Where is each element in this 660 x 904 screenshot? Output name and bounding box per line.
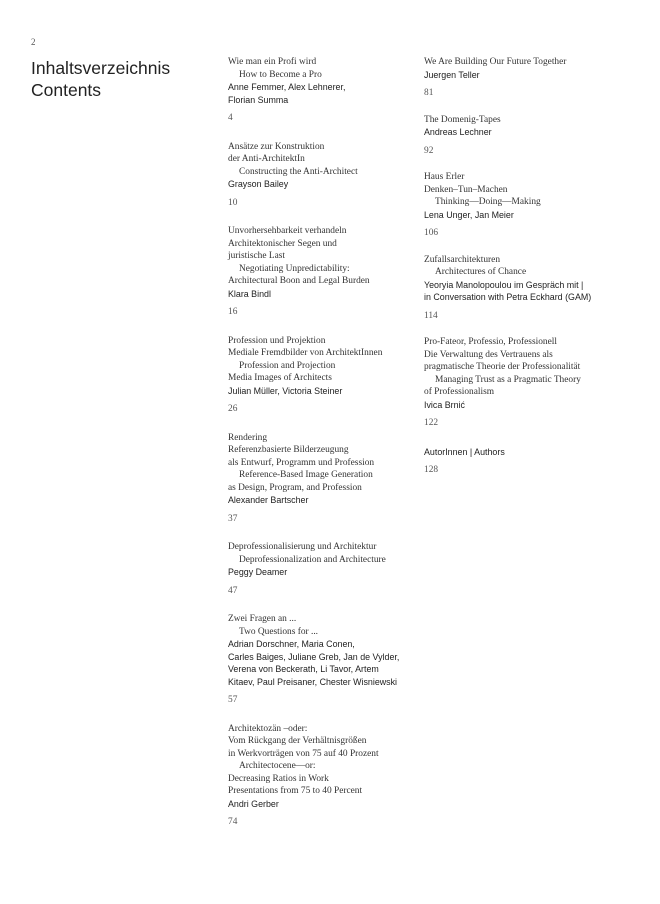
- entry-authors: Adrian Dorschner, Maria Conen, Carles Baiges, Juliane Greb, Jan de Vylder, Verena von Beckerath, Li Tavor, Artem Kitaev, Paul Preisaner, Chester Wisniewski: [228, 639, 400, 687]
- entry-page-number: 47: [228, 585, 238, 596]
- entry-page-number: 128: [424, 465, 439, 475]
- entry-page-number: 4: [228, 113, 233, 123]
- entry-title-german: Deprofessionalisierung und Architektur: [228, 542, 377, 552]
- entry-title-german: Pro-Fateor, Professio, Professionell Die Verwaltung des Vertrauens als pragmatische Theorie der Professionalität: [424, 337, 581, 372]
- entry-authors: Ivica Brnić: [424, 399, 465, 410]
- contents-column-left: [228, 56, 414, 845]
- entry-title-german: Zwei Fragen an ...: [228, 614, 297, 624]
- entry-page-number: 57: [228, 695, 238, 705]
- entry-page-number: 114: [424, 310, 438, 321]
- entry-page-number: 122: [424, 418, 439, 428]
- toc-entry[interactable]: [228, 723, 414, 829]
- title-english: Contents: [31, 80, 102, 100]
- entry-subtitle-english: Decreasing Ratios in Work Presentations from 75 to 40 Percent: [228, 773, 363, 796]
- entry-title-english: Two Questions for ...: [239, 626, 319, 637]
- entry-authors: Lena Unger, Jan Meier: [424, 209, 514, 220]
- contents-column-right: [424, 56, 624, 491]
- entry-authors: Peggy Deamer: [228, 567, 288, 577]
- entry-authors: AutorInnen | Authors: [424, 446, 505, 457]
- entry-title-english: How to Become a Pro: [239, 69, 322, 80]
- toc-entry[interactable]: [228, 541, 414, 597]
- entry-subtitle-english: as Design, Program, and Profession: [228, 482, 362, 493]
- page-title: [31, 57, 170, 101]
- entry-authors: Anne Femmer, Alex Lehnerer, Florian Summa: [228, 82, 346, 105]
- entry-title-english: Profession and Projection: [239, 360, 336, 371]
- entry-authors: Andri Gerber: [228, 798, 279, 809]
- toc-entry[interactable]: [228, 335, 414, 416]
- toc-entry[interactable]: [424, 254, 624, 323]
- entry-subtitle-english: of Professionalism: [424, 387, 495, 397]
- entry-page-number: 106: [424, 228, 439, 238]
- entry-title-german: Wie man ein Profi wird: [228, 57, 317, 67]
- entry-title-english: Thinking—Doing—Making: [435, 197, 541, 207]
- entry-authors: Andreas Lechner: [424, 127, 492, 137]
- entry-title-english: Deprofessionalization and Architecture: [239, 554, 386, 565]
- entry-title-english: Architectocene—or:: [239, 761, 316, 771]
- title-german: Inhaltsverzeichnis: [31, 58, 171, 78]
- entry-title-english: Negotiating Unpredictability:: [239, 263, 350, 274]
- page-number: 2: [31, 37, 36, 47]
- entry-title-german: Unvorhersehbarkeit verhandeln Architektonischer Segen und juristische Last: [228, 226, 347, 261]
- entry-authors: Julian Müller, Victoria Steiner: [228, 385, 343, 396]
- entry-title-german: We Are Building Our Future Together: [424, 57, 567, 67]
- toc-entry[interactable]: [228, 141, 414, 210]
- toc-entry[interactable]: [228, 56, 414, 125]
- entry-authors: Grayson Bailey: [228, 179, 289, 189]
- toc-entry[interactable]: [228, 613, 414, 707]
- entry-title-german: Rendering Referenzbasierte Bilderzeugung als Entwurf, Programm und Profession: [228, 432, 375, 468]
- entry-authors: Yeoryia Manolopoulou im Gespräch mit | in Conversation with Petra Eckhard (GAM): [424, 279, 592, 302]
- entry-authors: Alexander Bartscher: [228, 495, 309, 505]
- entry-title-german: Architektozän –oder: Vom Rückgang der Verhältnisgrößen in Werkvorträgen von 75 auf 40 Prozent: [228, 723, 379, 759]
- toc-entry[interactable]: [228, 225, 414, 319]
- entry-title-english: Constructing the Anti-Architect: [239, 166, 358, 177]
- entry-page-number: 26: [228, 404, 238, 414]
- toc-entry[interactable]: [424, 114, 624, 158]
- entry-title-english: Architectures of Chance: [435, 267, 527, 277]
- toc-entry[interactable]: [424, 336, 624, 430]
- entry-authors: Klara Bindl: [228, 288, 271, 299]
- toc-entry[interactable]: [424, 56, 624, 100]
- entry-page-number: 16: [228, 307, 238, 317]
- entry-subtitle-english: Architectural Boon and Legal Burden: [228, 276, 370, 286]
- entry-title-german: Zufallsarchitekturen: [424, 254, 501, 265]
- entry-title-german: Haus Erler Denken–Tun–Machen: [424, 172, 508, 195]
- entry-title-german: Ansätze zur Konstruktion der Anti-ArchitektIn: [228, 141, 325, 164]
- entry-page-number: 74: [228, 817, 238, 827]
- entry-authors: Juergen Teller: [424, 69, 480, 80]
- toc-entry[interactable]: [424, 446, 624, 477]
- entry-subtitle-english: Media Images of Architects: [228, 373, 332, 383]
- toc-entry[interactable]: [228, 432, 414, 526]
- entry-title-english: Reference-Based Image Generation: [239, 470, 373, 480]
- entry-page-number: 37: [228, 513, 238, 524]
- entry-title-german: Profession und Projektion Mediale Fremdbilder von ArchitektInnen: [228, 335, 383, 358]
- entry-title-english: Managing Trust as a Pragmatic Theory: [435, 374, 581, 385]
- entry-page-number: 10: [228, 197, 238, 208]
- entry-page-number: 81: [424, 88, 434, 98]
- entry-page-number: 92: [424, 145, 434, 156]
- toc-entry[interactable]: [424, 171, 624, 240]
- entry-title-german: The Domenig-Tapes: [424, 114, 501, 125]
